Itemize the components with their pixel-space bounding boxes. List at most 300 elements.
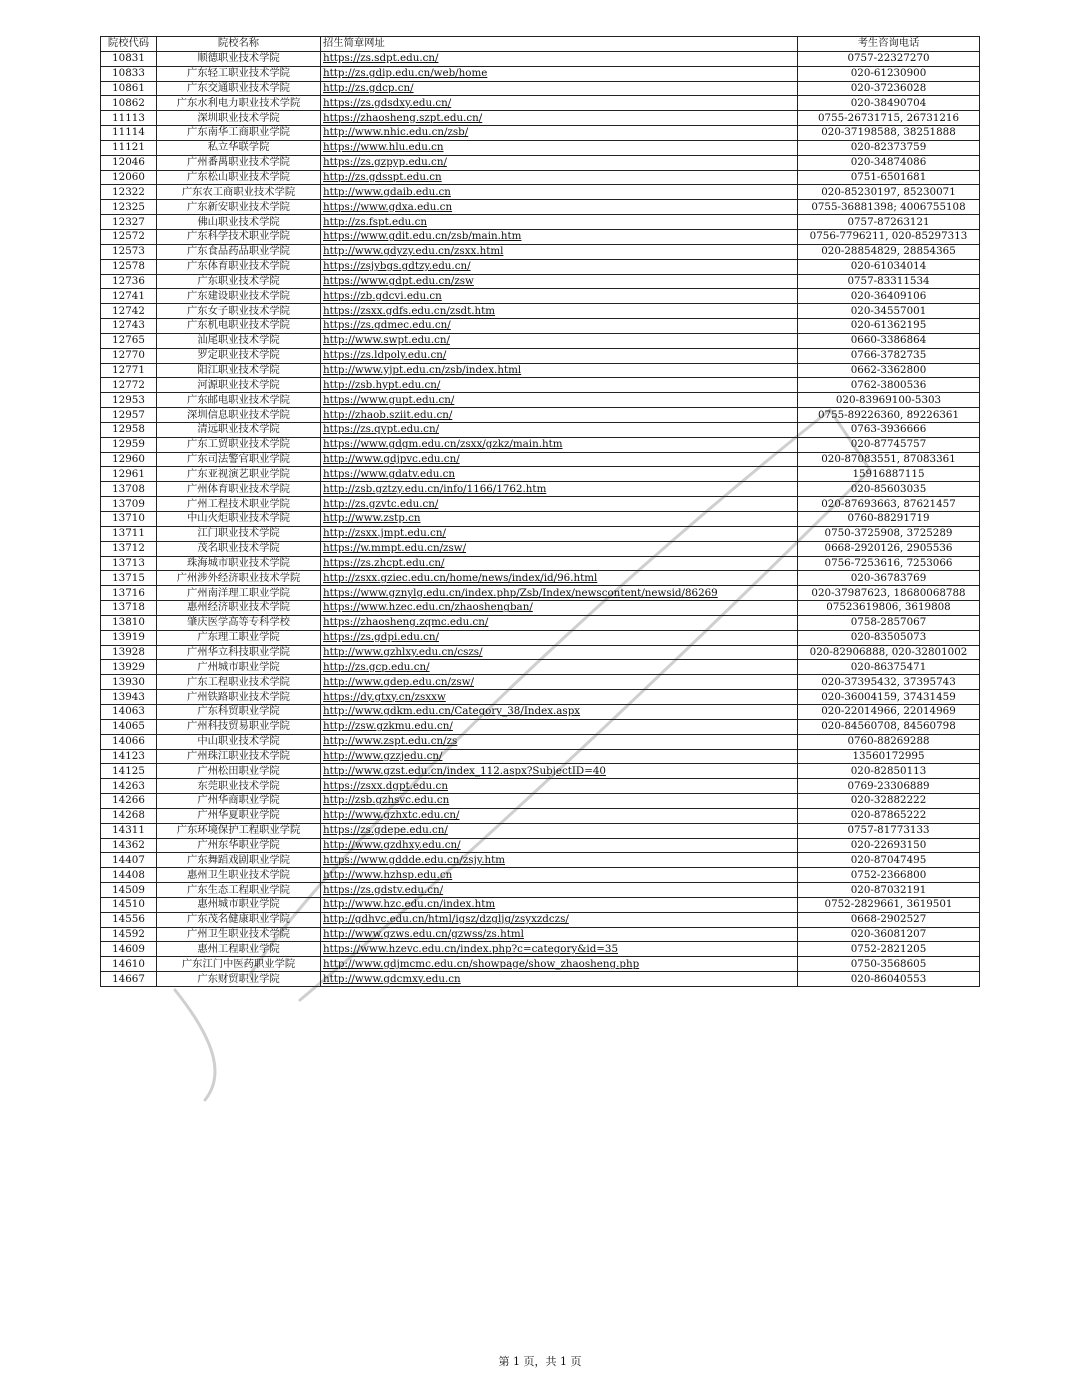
admission-link[interactable]: http://www.gdjmcmc.edu.cn/showpage/show_zhaosheng.php (323, 957, 640, 970)
cell-code: 13708 (101, 482, 157, 497)
cell-school-name: 广州华夏职业学院 (157, 808, 321, 823)
cell-url (321, 868, 798, 883)
table-row (101, 630, 980, 645)
cell-url (321, 155, 798, 170)
cell-phone: 020-36783769 (798, 571, 980, 586)
admission-link[interactable]: https://zs.gdmec.edu.cn/ (323, 319, 451, 332)
admission-link[interactable]: https://zhaosheng.zqmc.edu.cn/ (323, 616, 489, 629)
cell-code: 13711 (101, 526, 157, 541)
admissions-table (100, 36, 980, 987)
cell-phone: 0668-2902527 (798, 912, 980, 927)
cell-phone: 0662-3362800 (798, 363, 980, 378)
cell-url (321, 541, 798, 556)
cell-code: 14362 (101, 838, 157, 853)
table-row (101, 660, 980, 675)
cell-school-name: 广东环境保护工程职业学院 (157, 823, 321, 838)
table-row (101, 126, 980, 141)
table-row (101, 408, 980, 423)
table-body (101, 51, 980, 986)
cell-code: 14268 (101, 808, 157, 823)
cell-phone: 020-82850113 (798, 764, 980, 779)
cell-url (321, 274, 798, 289)
admission-link[interactable]: https://zs.zhcpt.edu.cn/ (323, 556, 445, 569)
cell-url (321, 764, 798, 779)
cell-phone: 020-87083551, 87083361 (798, 452, 980, 467)
cell-url (321, 927, 798, 942)
table-row (101, 348, 980, 363)
admission-link[interactable]: https://zsjybgs.gdtzy.edu.cn/ (323, 260, 471, 273)
admission-link[interactable]: http://zs.gcp.edu.cn/ (323, 660, 430, 673)
cell-url (321, 333, 798, 348)
cell-phone: 15916887115 (798, 467, 980, 482)
cell-url (321, 319, 798, 334)
header-url: 招生简章网址 (321, 37, 798, 52)
admission-link[interactable]: http://zsb.hypt.edu.cn/ (323, 378, 441, 391)
cell-school-name: 广东邮电职业技术学院 (157, 393, 321, 408)
cell-phone: 0769-23306889 (798, 779, 980, 794)
cell-url (321, 170, 798, 185)
admission-link[interactable]: http://zsw.gzkmu.edu.cn/ (323, 720, 453, 733)
table-row (101, 215, 980, 230)
cell-phone: 020-38490704 (798, 96, 980, 111)
cell-url (321, 571, 798, 586)
cell-url (321, 853, 798, 868)
admission-link[interactable]: https://zs.ldpoly.edu.cn/ (323, 349, 447, 362)
cell-phone: 0756-7253616, 7253066 (798, 556, 980, 571)
cell-phone: 020-37198588, 38251888 (798, 126, 980, 141)
cell-code: 13928 (101, 645, 157, 660)
cell-school-name: 广东女子职业技术学院 (157, 304, 321, 319)
cell-school-name: 广州南洋理工职业学院 (157, 586, 321, 601)
cell-url (321, 140, 798, 155)
cell-code: 12742 (101, 304, 157, 319)
admission-link[interactable]: https://www.gdatv.edu.cn (323, 467, 455, 480)
cell-phone: 020-61034014 (798, 259, 980, 274)
cell-school-name: 广东理工职业学院 (157, 630, 321, 645)
admission-link[interactable]: http://www.gdep.edu.cn/zsw/ (323, 675, 474, 688)
cell-code: 12961 (101, 467, 157, 482)
cell-school-name: 广东江门中医药职业学院 (157, 957, 321, 972)
cell-phone: 020-85230197, 85230071 (798, 185, 980, 200)
cell-school-name: 惠州经济职业技术学院 (157, 601, 321, 616)
cell-school-name: 广州东华职业学院 (157, 838, 321, 853)
admission-link[interactable]: https://zsxx.dgpt.edu.cn (323, 779, 448, 792)
admission-link[interactable]: http://zs.fspt.edu.cn (323, 215, 427, 228)
table-row (101, 512, 980, 527)
cell-url (321, 675, 798, 690)
cell-url (321, 66, 798, 81)
cell-code: 14407 (101, 853, 157, 868)
admission-link[interactable]: http://www.gzdhxy.edu.cn/ (323, 838, 461, 851)
cell-code: 13943 (101, 690, 157, 705)
admission-link[interactable]: https://w.mmpt.edu.cn/zsw/ (323, 542, 467, 555)
header-name: 院校名称 (157, 37, 321, 52)
admission-link[interactable]: http://www.swpt.edu.cn/ (323, 334, 450, 347)
page-footer: 第 1 页，共 1 页 (498, 1355, 582, 1368)
cell-school-name: 广东舞蹈戏剧职业学院 (157, 853, 321, 868)
cell-school-name: 广东科贸职业学院 (157, 704, 321, 719)
cell-url (321, 823, 798, 838)
table-row (101, 66, 980, 81)
admission-link[interactable]: https://zb.gdcvi.edu.cn (323, 289, 442, 302)
table-row (101, 972, 980, 987)
cell-url (321, 185, 798, 200)
cell-code: 12953 (101, 393, 157, 408)
cell-phone: 0757-83311534 (798, 274, 980, 289)
table-row (101, 794, 980, 809)
admission-link[interactable]: http://zsxx.jmpt.edu.cn/ (323, 527, 446, 540)
cell-phone: 020-87693663, 87621457 (798, 497, 980, 512)
cell-school-name: 广东司法警官职业学院 (157, 452, 321, 467)
cell-phone: 020-61362195 (798, 319, 980, 334)
cell-school-name: 惠州工程职业学院 (157, 942, 321, 957)
cell-phone: 020-83969100-5303 (798, 393, 980, 408)
cell-url (321, 749, 798, 764)
cell-code: 14065 (101, 719, 157, 734)
cell-phone: 020-87032191 (798, 883, 980, 898)
admission-link[interactable]: http://zs.gdip.edu.cn/web/home (323, 67, 488, 80)
table-row (101, 452, 980, 467)
cell-code: 11113 (101, 111, 157, 126)
admission-link[interactable]: https://zs.sdpt.edu.cn/ (323, 52, 439, 65)
admission-link[interactable]: http://zs.gzvtc.edu.cn/ (323, 497, 439, 510)
admission-link[interactable]: http://www.hzhsp.edu.cn (323, 868, 453, 881)
cell-school-name: 广东新安职业技术学院 (157, 200, 321, 215)
cell-url (321, 289, 798, 304)
cell-code: 12772 (101, 378, 157, 393)
admission-link[interactable]: https://zhaosheng.szpt.edu.cn/ (323, 111, 483, 124)
cell-phone: 020-28854829, 28854365 (798, 244, 980, 259)
table-row (101, 942, 980, 957)
cell-phone: 020-84560708, 84560798 (798, 719, 980, 734)
cell-url (321, 630, 798, 645)
cell-phone: 07523619806, 3619808 (798, 601, 980, 616)
admission-link[interactable]: https://www.gdxa.edu.cn (323, 200, 453, 213)
cell-url (321, 215, 798, 230)
cell-code: 13718 (101, 601, 157, 616)
cell-school-name: 清远职业技术学院 (157, 422, 321, 437)
table-row (101, 764, 980, 779)
admission-link[interactable]: http://www.gdkm.edu.cn/Category_38/Index.aspx (323, 705, 581, 718)
admission-link[interactable]: http://zsxx.gziec.edu.cn/home/news/index/id/96.html (323, 571, 598, 584)
table-row (101, 259, 980, 274)
cell-code: 14510 (101, 897, 157, 912)
cell-phone: 020-82373759 (798, 140, 980, 155)
table-row (101, 571, 980, 586)
cell-url (321, 615, 798, 630)
cell-phone: 0757-22327270 (798, 51, 980, 66)
cell-code: 14123 (101, 749, 157, 764)
table-row (101, 838, 980, 853)
cell-school-name: 广东农工商职业技术学院 (157, 185, 321, 200)
admission-link[interactable]: http://zsb.gzhsvc.edu.cn (323, 794, 450, 807)
admission-link[interactable]: http://www.zspt.edu.cn/zs (323, 735, 458, 748)
cell-code: 14408 (101, 868, 157, 883)
admission-link[interactable]: https://www.gdpt.edu.cn/zsw (323, 274, 474, 287)
table-row (101, 244, 980, 259)
cell-school-name: 广东机电职业技术学院 (157, 319, 321, 334)
cell-phone: 020-86040553 (798, 972, 980, 987)
admission-link[interactable]: https://zsxx.gdfs.edu.cn/zsdt.htm (323, 304, 496, 317)
cell-school-name: 肇庆医学高等专科学校 (157, 615, 321, 630)
table-row (101, 734, 980, 749)
admission-link[interactable]: https://www.gdgm.edu.cn/zsxx/gzkz/main.htm (323, 438, 563, 451)
cell-url (321, 467, 798, 482)
cell-code: 14592 (101, 927, 157, 942)
table-row (101, 645, 980, 660)
cell-phone: 0756-7796211, 020-85297313 (798, 229, 980, 244)
table-row (101, 541, 980, 556)
cell-phone: 0755-36881398; 4006755108 (798, 200, 980, 215)
admission-link[interactable]: https://dy.gtxy.cn/zsxxw (323, 690, 446, 703)
admission-link[interactable]: http://www.gzhlxy.edu.cn/cszs/ (323, 646, 483, 659)
table-row (101, 289, 980, 304)
cell-url (321, 586, 798, 601)
cell-phone: 0755-89226360, 89226361 (798, 408, 980, 423)
admission-link[interactable]: http://www.gdyzy.edu.cn/zsxx.html (323, 245, 504, 258)
admission-link[interactable]: https://zs.gdepe.edu.cn/ (323, 824, 448, 837)
cell-url (321, 512, 798, 527)
cell-phone: 0757-87263121 (798, 215, 980, 230)
admission-link[interactable]: https://www.hzevc.edu.cn/index.php?c=category&id=35 (323, 942, 619, 955)
table-row (101, 333, 980, 348)
cell-phone: 0752-2829661, 3619501 (798, 897, 980, 912)
table-row (101, 868, 980, 883)
admission-link[interactable]: http://www.yjpt.edu.cn/zsb/index.html (323, 363, 522, 376)
cell-code: 14610 (101, 957, 157, 972)
admission-link[interactable]: http://zsb.gztzy.edu.cn/info/1166/1762.htm (323, 482, 547, 495)
table-row (101, 779, 980, 794)
cell-phone: 0762-3800536 (798, 378, 980, 393)
cell-url (321, 794, 798, 809)
table-row (101, 378, 980, 393)
cell-phone: 0752-2821205 (798, 942, 980, 957)
cell-url (321, 883, 798, 898)
cell-phone: 020-32882222 (798, 794, 980, 809)
table-row (101, 96, 980, 111)
cell-phone: 0668-2920126, 2905536 (798, 541, 980, 556)
cell-url (321, 526, 798, 541)
cell-code: 12046 (101, 155, 157, 170)
table-row (101, 675, 980, 690)
cell-url (321, 779, 798, 794)
cell-url (321, 452, 798, 467)
cell-school-name: 汕尾职业技术学院 (157, 333, 321, 348)
table-row (101, 749, 980, 764)
cell-phone: 0750-3568605 (798, 957, 980, 972)
cell-phone: 020-34557001 (798, 304, 980, 319)
admission-link[interactable]: http://www.gzst.edu.cn/index_112.aspx?SubjectID=40 (323, 764, 606, 777)
cell-school-name: 中山职业技术学院 (157, 734, 321, 749)
cell-code: 12060 (101, 170, 157, 185)
cell-code: 12736 (101, 274, 157, 289)
cell-url (321, 378, 798, 393)
cell-url (321, 393, 798, 408)
cell-url (321, 497, 798, 512)
admission-link[interactable]: http://www.gdcmxy.edu.cn (323, 972, 461, 985)
admission-link[interactable]: https://www.gddde.edu.cn/zsjy.htm (323, 853, 506, 866)
cell-code: 11121 (101, 140, 157, 155)
table-row (101, 319, 980, 334)
cell-code: 13810 (101, 615, 157, 630)
cell-url (321, 96, 798, 111)
cell-phone: 0755-26731715, 26731216 (798, 111, 980, 126)
admission-link[interactable]: http://www.gdjpvc.edu.cn/ (323, 453, 460, 466)
cell-school-name: 广东科学技术职业学院 (157, 229, 321, 244)
admission-link[interactable]: https://www.gdit.edu.cn/zsb/main.htm (323, 230, 522, 243)
cell-code: 14667 (101, 972, 157, 987)
cell-code: 12771 (101, 363, 157, 378)
cell-phone: 020-37987623, 18680068788 (798, 586, 980, 601)
cell-code: 14066 (101, 734, 157, 749)
cell-school-name: 广州珠江职业技术学院 (157, 749, 321, 764)
cell-code: 13710 (101, 512, 157, 527)
table-row (101, 883, 980, 898)
cell-school-name: 广东职业技术学院 (157, 274, 321, 289)
admission-link[interactable]: https://zs.gdstv.edu.cn/ (323, 883, 444, 896)
cell-url (321, 897, 798, 912)
cell-school-name: 广东交通职业技术学院 (157, 81, 321, 96)
admission-link[interactable]: http://www.hzc.edu.cn/index.htm (323, 898, 496, 911)
cell-phone: 0750-3725908, 3725289 (798, 526, 980, 541)
header-phone: 考生咨询电话 (798, 37, 980, 52)
cell-url (321, 408, 798, 423)
cell-school-name: 广东工程职业技术学院 (157, 675, 321, 690)
table-row (101, 200, 980, 215)
cell-school-name: 惠州卫生职业技术学院 (157, 868, 321, 883)
table-row (101, 853, 980, 868)
cell-phone: 020-87047495 (798, 853, 980, 868)
admission-link[interactable]: http://zs.gdsspt.edu.cn (323, 171, 442, 184)
cell-code: 13919 (101, 630, 157, 645)
cell-phone: 020-87745757 (798, 437, 980, 452)
cell-url (321, 704, 798, 719)
cell-phone: 020-36004159, 37431459 (798, 690, 980, 705)
cell-school-name: 顺德职业技术学院 (157, 51, 321, 66)
admission-link[interactable]: https://www.gznylg.edu.cn/index.php/Zsb/Index/newscontent/newsid/86269 (323, 586, 718, 599)
cell-school-name: 惠州城市职业学院 (157, 897, 321, 912)
table-row (101, 601, 980, 616)
cell-url (321, 244, 798, 259)
admission-link[interactable]: https://zs.gzpyp.edu.cn/ (323, 156, 447, 169)
admission-link[interactable]: https://www.hzec.edu.cn/zhaoshengban/ (323, 601, 533, 614)
admission-link[interactable]: http://www.gzws.edu.cn/gzwss/zs.html (323, 928, 524, 941)
cell-code: 14266 (101, 794, 157, 809)
cell-code: 13712 (101, 541, 157, 556)
table-row (101, 229, 980, 244)
cell-phone: 020-22693150 (798, 838, 980, 853)
cell-code: 14125 (101, 764, 157, 779)
table-row (101, 81, 980, 96)
cell-school-name: 广东生态工程职业学院 (157, 883, 321, 898)
table-row (101, 304, 980, 319)
cell-phone: 0758-2857067 (798, 615, 980, 630)
cell-code: 13713 (101, 556, 157, 571)
cell-code: 14556 (101, 912, 157, 927)
cell-phone: 020-34874086 (798, 155, 980, 170)
cell-phone: 020-36081207 (798, 927, 980, 942)
table-row (101, 823, 980, 838)
table-row (101, 912, 980, 927)
admission-link[interactable]: http://www.nhic.edu.cn/zsb/ (323, 126, 469, 139)
admission-link[interactable]: http://www.zstp.cn (323, 512, 421, 525)
cell-code: 13716 (101, 586, 157, 601)
cell-school-name: 广州工程技术职业学院 (157, 497, 321, 512)
table-row (101, 957, 980, 972)
cell-school-name: 广州华商职业学院 (157, 794, 321, 809)
admission-link[interactable]: https://www.hlu.edu.cn (323, 141, 444, 154)
admission-link[interactable]: http://www.gzzjedu.cn/ (323, 749, 443, 762)
cell-school-name: 广东工贸职业技术学院 (157, 437, 321, 452)
admission-link[interactable]: http://zs.gdcp.cn/ (323, 81, 414, 94)
cell-phone: 020-83505073 (798, 630, 980, 645)
admission-link[interactable]: http://zhaob.sziit.edu.cn/ (323, 408, 453, 421)
admission-link[interactable]: https://www.gupt.edu.cn/ (323, 393, 455, 406)
table-row (101, 704, 980, 719)
table-row (101, 111, 980, 126)
cell-phone: 020-22014966, 22014969 (798, 704, 980, 719)
cell-url (321, 808, 798, 823)
cell-code: 10831 (101, 51, 157, 66)
cell-phone: 020-86375471 (798, 660, 980, 675)
cell-code: 13930 (101, 675, 157, 690)
cell-school-name: 广州体育职业技术学院 (157, 482, 321, 497)
cell-phone: 0757-81773133 (798, 823, 980, 838)
cell-code: 12741 (101, 289, 157, 304)
cell-school-name: 广东茂名健康职业学院 (157, 912, 321, 927)
cell-code: 13929 (101, 660, 157, 675)
cell-code: 14063 (101, 704, 157, 719)
cell-phone: 0760-88291719 (798, 512, 980, 527)
header-code: 院校代码 (101, 37, 157, 52)
cell-url (321, 942, 798, 957)
table-row (101, 467, 980, 482)
cell-school-name: 广东亚视演艺职业学院 (157, 467, 321, 482)
admission-link[interactable]: https://zs.gdsdxy.edu.cn/ (323, 96, 452, 109)
table-row (101, 422, 980, 437)
cell-phone: 020-85603035 (798, 482, 980, 497)
cell-code: 12958 (101, 422, 157, 437)
cell-school-name: 广东建设职业技术学院 (157, 289, 321, 304)
table-row (101, 185, 980, 200)
admission-link[interactable]: http://gdhvc.edu.cn/html/igsz/dzgljg/zsyxzdczs/ (323, 913, 569, 926)
table-row (101, 615, 980, 630)
cell-url (321, 348, 798, 363)
admission-link[interactable]: https://zs.gdpi.edu.cn/ (323, 631, 439, 644)
admission-link[interactable]: http://www.gdaib.edu.cn (323, 185, 451, 198)
admission-link[interactable]: http://www.gzhxtc.edu.cn/ (323, 809, 460, 822)
cell-school-name: 广东南华工商职业学院 (157, 126, 321, 141)
cell-school-name: 罗定职业技术学院 (157, 348, 321, 363)
cell-code: 10861 (101, 81, 157, 96)
cell-code: 14509 (101, 883, 157, 898)
table-row (101, 690, 980, 705)
table-row (101, 927, 980, 942)
table-row (101, 556, 980, 571)
cell-school-name: 广州卫生职业技术学院 (157, 927, 321, 942)
cell-code: 11114 (101, 126, 157, 141)
cell-url (321, 734, 798, 749)
cell-phone: 0766-3782735 (798, 348, 980, 363)
cell-phone: 0751-6501681 (798, 170, 980, 185)
cell-code: 14263 (101, 779, 157, 794)
cell-school-name: 江门职业技术学院 (157, 526, 321, 541)
admission-link[interactable]: https://zs.qypt.edu.cn/ (323, 423, 440, 436)
cell-url (321, 719, 798, 734)
cell-code: 12573 (101, 244, 157, 259)
cell-code: 12322 (101, 185, 157, 200)
cell-school-name: 广州城市职业学院 (157, 660, 321, 675)
